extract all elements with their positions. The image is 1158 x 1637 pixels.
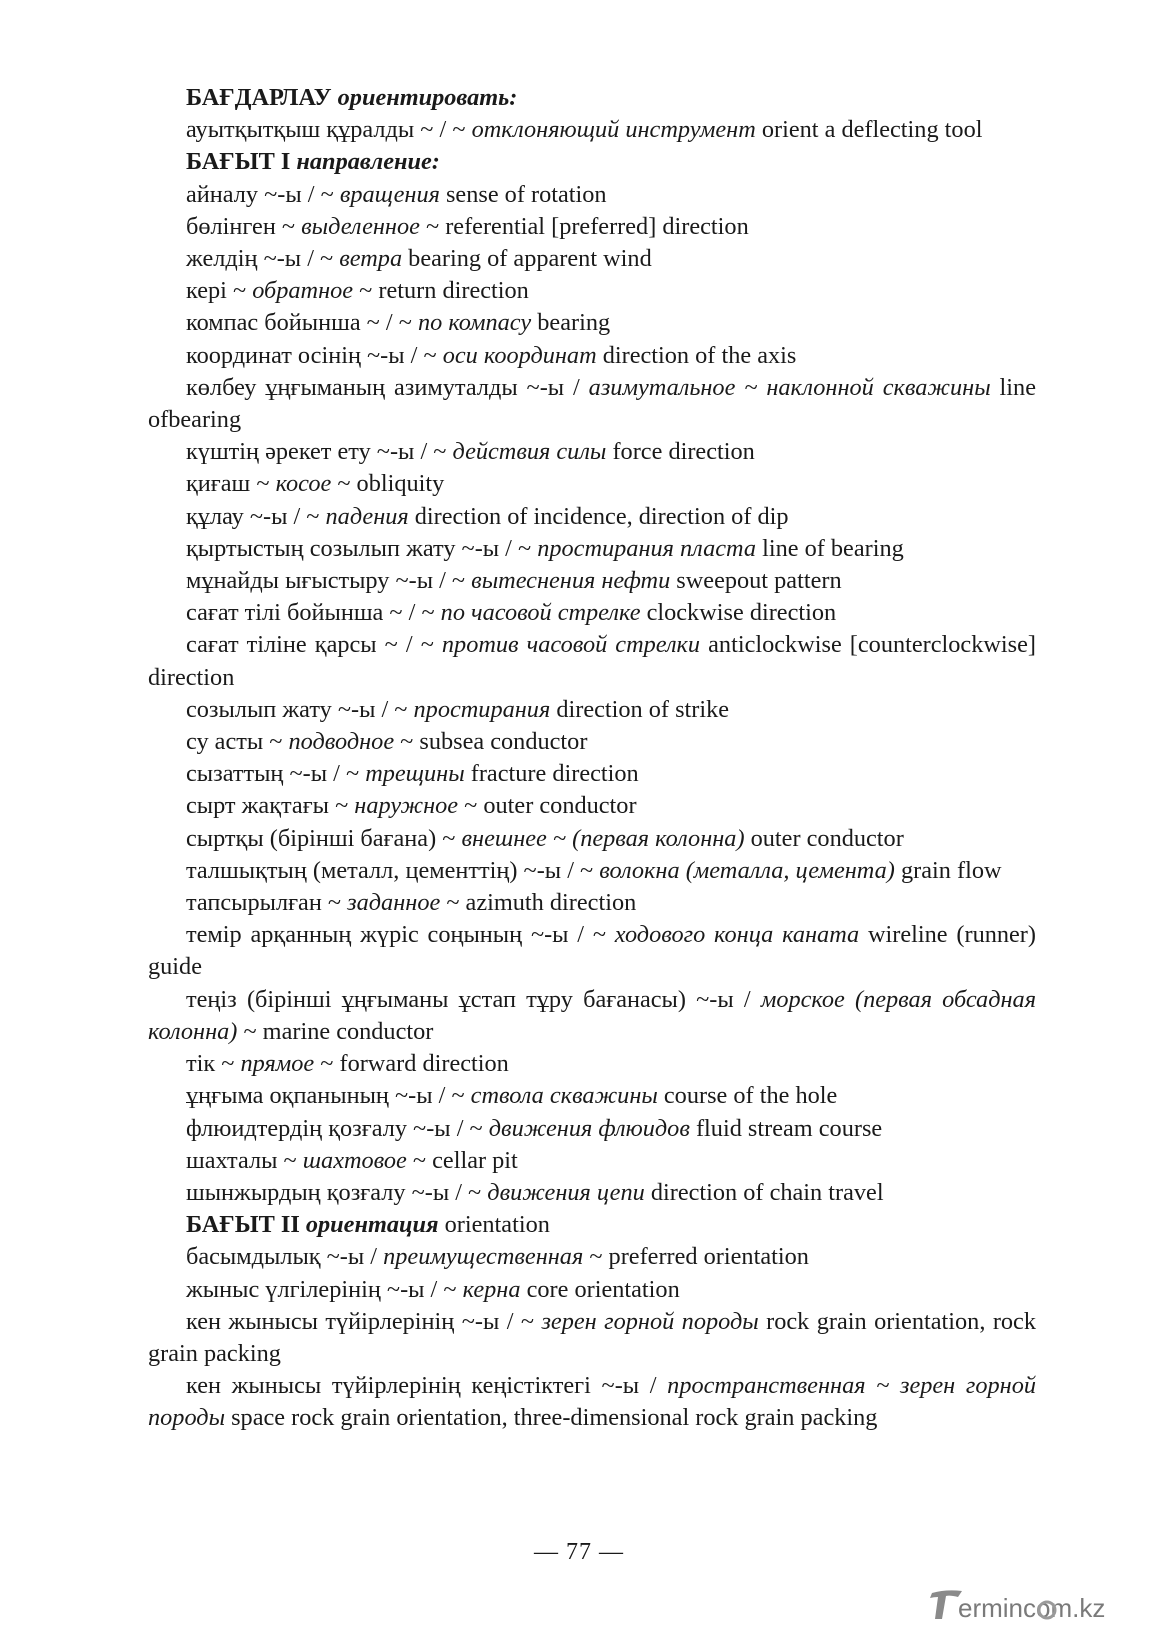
entry-text: ~ outer conductor: [458, 792, 637, 820]
russian-term: против часовой стрелки: [441, 631, 701, 659]
entry-text: теңіз (бірінші ұңғыманы ұстап тұру бағанасы) ~-ы /: [186, 985, 761, 1013]
russian-term: прямое: [240, 1050, 315, 1078]
entry-text: ~ referential [preferred] direction: [419, 212, 749, 240]
russian-term: направление:: [296, 148, 440, 176]
entry-text: шынжырдың қозғалу ~-ы / ~: [186, 1178, 488, 1206]
subentry: [148, 436, 1036, 468]
entry-text: қиғаш ~: [186, 470, 276, 498]
entry-text: күштің әрекет ету ~-ы / ~: [186, 438, 453, 466]
subentry: [148, 340, 1036, 372]
dictionary-page: [148, 82, 1036, 1435]
russian-term: ствола скважины: [470, 1082, 658, 1110]
entry-text: сырт жақтағы ~: [186, 792, 355, 820]
entry-text: space rock grain orientation, three-dimensional rock grain packing: [225, 1404, 878, 1432]
entry-text: ~ subsea conductor: [394, 728, 588, 756]
entry-text: ~ preferred orientation: [583, 1243, 809, 1271]
russian-term: по часовой стрелке: [440, 599, 641, 627]
entry-text: желдің ~-ы / ~: [186, 245, 340, 273]
subentry: [148, 372, 1036, 436]
entry-text: orientation: [438, 1211, 550, 1239]
russian-term: движения флюидов: [488, 1114, 690, 1142]
entry-text: тік ~: [186, 1050, 241, 1078]
subentry: [148, 790, 1036, 822]
entry-text: outer conductor: [744, 824, 904, 852]
russian-term: по компасу: [417, 309, 532, 337]
entry-text: sense of rotation: [439, 180, 607, 208]
entry-text: тапсырылған ~: [186, 889, 348, 917]
entry-text: ~ return direction: [353, 277, 529, 305]
entry-text: ~ obliquity: [331, 470, 445, 498]
subentry: [148, 629, 1036, 693]
russian-term: оси координат: [442, 341, 597, 369]
entry-text: ~ forward direction: [314, 1050, 509, 1078]
subentry: [148, 307, 1036, 339]
entry-text: core orientation: [520, 1275, 680, 1303]
entry-text: талшықтың (металл, цементтің) ~-ы / ~: [186, 856, 600, 884]
subentry: [148, 1274, 1036, 1306]
entry-text: көлбеу ұңғыманың азимуталды ~-ы /: [186, 373, 589, 401]
page-number: — 77 —: [534, 1539, 624, 1565]
entry-text: жыныс үлгілерінің ~-ы / ~: [186, 1275, 463, 1303]
russian-term: простирания пласта: [537, 534, 756, 562]
subentry: [148, 758, 1036, 790]
entry-text: сағат тіліне қарсы ~ / ~: [186, 631, 442, 659]
entry-text: БАҒДАРЛАУ: [186, 84, 338, 111]
subentry: [148, 919, 1036, 983]
term-heading: [148, 82, 1036, 114]
russian-term: отклоняющий инструмент: [471, 116, 756, 144]
russian-term: трещины: [365, 760, 465, 788]
subentry: [148, 179, 1036, 211]
entry-text: direction of strike: [550, 695, 730, 723]
entry-text: ұңғыма оқпанының ~-ы / ~: [186, 1082, 471, 1110]
russian-term: шахтовое: [302, 1146, 407, 1174]
termincom-logo[interactable]: [928, 1585, 1138, 1627]
entry-text: force direction: [606, 438, 755, 466]
entry-text: direction of the axis: [596, 341, 797, 369]
entry-text: сағат тілі бойынша ~ / ~: [186, 599, 441, 627]
entry-text: су асты ~: [186, 728, 289, 756]
term-heading: [148, 1209, 1036, 1241]
russian-term: преимущественная: [383, 1243, 584, 1271]
subentry: [148, 597, 1036, 629]
entry-text: компас бойынша ~ / ~: [186, 309, 418, 337]
entry-text: clockwise direction: [640, 599, 837, 627]
entry-text: координат осінің ~-ы / ~: [186, 341, 443, 369]
entry-text: fracture direction: [464, 760, 639, 788]
subentry: [148, 1177, 1036, 1209]
entry-text: сызаттың ~-ы / ~: [186, 760, 366, 788]
subentry: [148, 114, 1036, 146]
entry-text: БАҒЫТ II: [186, 1211, 306, 1239]
subentry: [148, 468, 1036, 500]
subentry: [148, 694, 1036, 726]
entry-text: ~ marine conductor: [237, 1017, 434, 1045]
entry-text: кен жынысы түйірлерінің кеңістіктегі ~-ы /: [186, 1372, 668, 1400]
entry-text: sweepout pattern: [670, 567, 842, 595]
russian-term: волокна (металла, цемента): [599, 856, 895, 884]
subentry: [148, 823, 1036, 855]
subentry: [148, 501, 1036, 533]
subentry: [148, 275, 1036, 307]
russian-term: вращения: [339, 180, 440, 208]
russian-term: морское (первая обсадная колонна): [148, 985, 1036, 1045]
subentry: [148, 1145, 1036, 1177]
subentry: [148, 1080, 1036, 1112]
subentry: [148, 1306, 1036, 1370]
russian-term: ходового конца каната: [614, 921, 860, 949]
subentry: [148, 533, 1036, 565]
russian-term: косое: [275, 470, 332, 498]
subentry: [148, 887, 1036, 919]
entry-text: созылып жату ~-ы / ~: [186, 695, 414, 723]
russian-term: наружное: [354, 792, 459, 820]
subentry: [148, 565, 1036, 597]
entry-text: bearing: [531, 309, 611, 337]
entry-list: [148, 82, 1036, 1435]
russian-term: зерен горной породы: [541, 1307, 759, 1335]
russian-term: пространственная ~ зерен горной породы: [148, 1372, 1036, 1432]
entry-text: anticlockwise [counterclockwise] direction: [148, 631, 1036, 691]
entry-text: бөлінген ~: [186, 212, 302, 240]
subentry: [148, 1113, 1036, 1145]
entry-text: line of bearing: [756, 534, 904, 562]
entry-text: флюидтердің қозғалу ~-ы / ~: [186, 1114, 489, 1142]
subentry: [148, 1241, 1036, 1273]
term-heading: [148, 146, 1036, 178]
entry-text: ~ cellar pit: [406, 1146, 518, 1174]
subentry: [148, 1370, 1036, 1434]
russian-term: подводное: [288, 728, 395, 756]
entry-text: ауытқытқыш құралды ~ / ~: [186, 116, 472, 144]
entry-text: grain flow: [894, 856, 1002, 884]
russian-term: обратное: [252, 277, 354, 305]
entry-text: темір арқанның жүріс соңының ~-ы / ~: [186, 921, 615, 949]
entry-text: line ofbearing: [148, 373, 1036, 434]
russian-term: ориентировать:: [337, 84, 518, 111]
russian-term: простирания: [413, 695, 551, 723]
russian-term: выделенное: [301, 212, 420, 240]
entry-text: wireline (runner) guide: [148, 921, 1036, 981]
svg-text:ermincom.kz: ermincom.kz: [958, 1593, 1106, 1623]
entry-text: direction of chain travel: [644, 1178, 884, 1206]
entry-text: қыртыстың созылып жату ~-ы / ~: [186, 534, 538, 562]
russian-term: падения: [325, 502, 409, 530]
russian-term: ориентация: [305, 1211, 439, 1239]
entry-text: ~ azimuth direction: [440, 889, 637, 917]
russian-term: действия силы: [452, 438, 607, 466]
entry-text: құлау ~-ы / ~: [186, 502, 326, 530]
entry-text: кері ~: [186, 277, 253, 305]
subentry: [148, 211, 1036, 243]
subentry: [148, 726, 1036, 758]
entry-text: fluid stream course: [689, 1114, 883, 1142]
entry-text: сыртқы (бірінші бағана) ~: [186, 824, 462, 852]
entry-text: direction of incidence, direction of dip: [408, 502, 789, 530]
entry-text: orient a deflecting tool: [755, 116, 983, 144]
subentry: [148, 1048, 1036, 1080]
subentry: [148, 243, 1036, 275]
subentry: [148, 984, 1036, 1048]
russian-term: внешнее ~ (первая колонна): [461, 824, 745, 852]
entry-text: шахталы ~: [186, 1146, 303, 1174]
entry-text: course of the hole: [657, 1082, 838, 1110]
termincom-logo-graphic: [928, 1585, 1138, 1627]
russian-term: вытеснения нефти: [471, 567, 671, 595]
russian-term: ветра: [339, 245, 403, 273]
russian-term: керна: [462, 1275, 521, 1303]
entry-text: мұнайды ығыстыру ~-ы / ~: [186, 567, 472, 595]
russian-term: заданное: [347, 889, 441, 917]
entry-text: bearing of apparent wind: [402, 245, 652, 273]
entry-text: кен жынысы түйірлерінің ~-ы / ~: [186, 1307, 542, 1335]
entry-text: айналу ~-ы / ~: [186, 180, 340, 208]
russian-term: азимутальное ~ наклонной скважины: [588, 373, 991, 401]
entry-text: БАҒЫТ I: [186, 148, 297, 176]
russian-term: движения цепи: [487, 1178, 645, 1206]
entry-text: rock grain orientation, rock grain packing: [148, 1307, 1036, 1367]
entry-text: басымдылық ~-ы /: [186, 1243, 384, 1271]
subentry: [148, 855, 1036, 887]
